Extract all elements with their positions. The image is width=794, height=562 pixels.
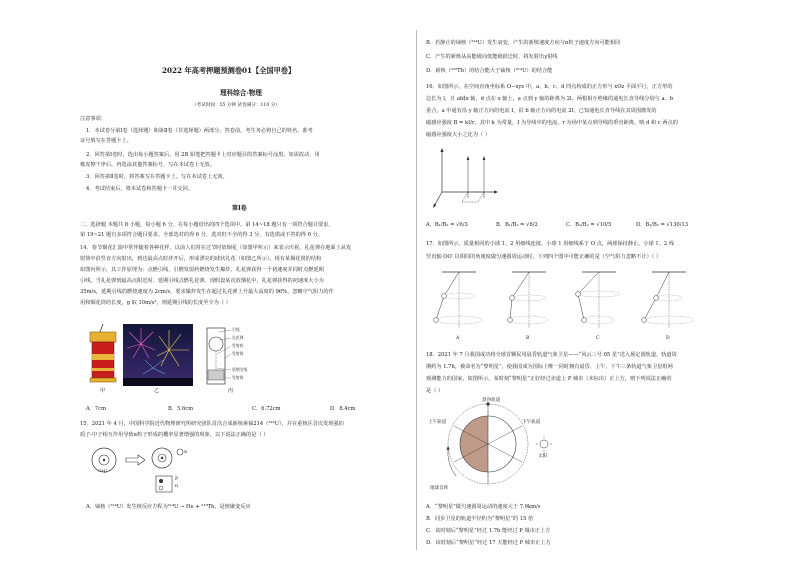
q17-figure-d [642,272,694,328]
q16-option-b: B．B₁/B₂ = √6/2 [496,222,538,228]
q14-option-d: D．8.4cm [330,406,356,412]
q18-option-c: C．该时刻后“黎明星”经过 1.7h 能经过 P 城市正上方 [426,528,551,534]
tube-label: 引线 [232,327,240,332]
note-line: 证号填写在答题卡上。 [80,138,132,144]
q14-option-b: B．5.6cm [168,406,194,412]
q17-figure-b [508,272,548,328]
tube-label: 礼花弹 [232,335,244,340]
q17-fig-label-a: A [456,336,460,341]
q15-fig-alpha: α [184,450,188,455]
q14-option-a: A．7cm [86,406,107,412]
q15-option-c: C．产生的新核从高能级向低能级跃迁时，将发射出γ射线 [426,54,558,60]
q17-figure-a [434,272,482,328]
q18-option-d: D．该时刻后“黎明星”经过 17 天能经过 P 城市正上方 [426,540,551,546]
q16-option-a: A．B₁/B₂ = √6/3 [426,222,468,228]
q16-option-c: C．B₁/B₂ = √10/5 [566,222,612,228]
q15-fig-n: n [175,484,178,489]
q18-option-b: B．同步卫星的轨道半径约为“黎明星”的 15 倍 [426,516,534,522]
fig-label-yi: 乙 [154,388,160,394]
orbit-label-dawn: 晨昏轨道 [482,398,501,403]
fig-label-jia: 甲 [100,388,106,394]
q17-fig-label-c: C [596,336,600,341]
note-line: 2．回答第Ⅰ卷时，选出每小题答案后，用 2B 铅笔把答题卡上对应题目的答案标号涂黑。如需改动，用 [86,152,320,158]
q14-text: 用和烟花筒的长度，g 取 10m/s²，则延期引线的长度至少为（ ） [80,300,231,306]
q18-text: 18．2021 年 7 月我国成功将全球首颗民用晨昏轨道气象卫星——“风云三号 05 星”送入预定圆轨道，轨道周 [426,352,677,358]
tube-label: 发射药 [232,343,244,348]
q16-option-d: D．B₁/B₂ = √130/13 [636,222,689,228]
q18-option-a: A．“黎明星”做匀速圆周运动的速度大于 7.9km/s [426,504,541,510]
exam-meta: （考试时间：55 分钟 试卷满分：110 分） [192,103,280,108]
launcher-tube-diagram [205,324,255,386]
q14-text: 14．春节烟花汇演中常伴随着各种花样。以前人们常在过节时放烟花（如图甲所示）来表示庆祝，礼花弹在地面上从发 [80,245,352,251]
firecracker-figure [86,324,122,386]
orbit-diagram [440,396,560,492]
section-intro: 二、选择题 本题共 8 小题，每小题 6 分。在每小题给出的四个选项中，第 14~18 题只有一项符合题目要求， [80,222,334,228]
rotating-balls-figures [430,268,720,334]
q17-fig-label-b: B [526,336,530,341]
note-line: 4．考试结束后，将本试卷和答题卡一并交回。 [86,186,194,192]
q14-text: 如图丙所示，其工作原理为：点燃引线，引燃发射药燃烧发生爆炸，礼花弹获得一个初速度并同时点燃延期 [80,267,324,273]
q15-fig-u: ²¹⁴U [98,470,108,475]
q15-text: 15．2021 年 4 月，中国科学院近代物理研究所研究团队首次合成新核素铀214（²¹⁴U），并在重核区首次发现强的 [80,421,344,427]
q15-option-a: A．铀核（²¹⁴U）发生核反应方程为²¹⁴U → He + ²¹⁰Th，是核聚变反应 [86,504,251,510]
q15-option-b: B．若静止的铀核（²¹⁴U）发生衰变，产生的新核速度方向与α粒子速度方向可能相同 [426,40,621,46]
q17-text: 竖直轴 OO′ 以相同的角速度做匀速圆周运动时，下列四个图中可能正确的是（空气阻力忽略不计）（ ） [426,254,662,260]
fireworks-photo [123,324,193,386]
section-intro: 第 19~21 题有多项符合题目要求。全部选对的得 6 分，选对但不全的得 3 分，有选错或不答的得 0 分。 [80,232,323,238]
column-divider [416,30,417,550]
tube-label: 发射筒 [232,351,244,356]
notes-heading: 注意事项： [80,116,106,122]
coordinate-axes-figure [432,148,500,212]
q15-fig-p: P [175,477,179,482]
q15-text: 质子-中子相互作用导致α粒子形成的概率显著增强的现象。以下说法正确的是（ ） [80,432,269,438]
q17-figure-c [576,272,620,328]
orbit-label-sun: 太阳 [538,454,548,459]
q18-text: 观测能力的国家，如图所示。某时刻“黎明星”正好经过赤道上 P 城市（未标出）正上方，则下列说法正确的 [426,376,672,382]
q14-option-c: C．6.72cm [252,406,281,412]
q18-text: 是（ ） [426,388,444,394]
section-title: 第Ⅰ卷 [232,205,247,212]
q16-text: 磁感应强度大小之比为（ ） [426,132,490,138]
q17-text: 17．如图所示，质量相同的小球 1、2 用细线连接，小球 1 用细线系于 O 点，两球保持静止。小球 1、2 线 [426,241,675,247]
fig-label-bing: 丙 [228,388,234,394]
orbit-label-rotation: 地球自转 [430,486,449,491]
orbit-label-afternoon: 下午轨道 [522,420,541,425]
q14-text: 35m/s，延期引线的燃烧速度为 2cm/s，要求爆炸发生在超过礼花弹上升最大高度的 96%。忽略空气阻力的作 [80,289,334,295]
note-line: 3．回答第Ⅱ卷时，将答案写在答题卡上。写在本试卷上无效。 [86,174,228,180]
q14-text: 引线，当礼花弹到最高点附近时，延期引线点燃礼花弹。现假设某次放烟花中，礼花弹获得的初速度大小为 [80,278,324,284]
tube-label: 发射筒 [232,375,244,380]
exam-title: 2022 年高考押题预测卷01【全国甲卷】 [162,66,296,75]
q16-text: 磁感应强度 B = kI/r，其中 k 为常量，I 为导线中的电流，r 为场中某点到导线的垂直距离。则 d 和 c 两点的 [426,120,678,126]
subject-title: 理科综合·物理 [220,89,262,97]
q16-text: 边长为 l，且 ab∥x 轴，d 点在 x 轴上，a 点到 y 轴的距离为 2l。两根相互绝缘的通电长直导线分别与 a、b [426,96,674,102]
note-line: 1．本试卷分第Ⅰ卷（选择题）和第Ⅱ卷（非选择题）两部分。答卷前，考生务必将自己的姓名、准考 [86,128,313,134]
orbit-label-morning: 上午轨道 [428,420,447,425]
note-line: 橡皮擦干净后，再选涂其他答案标号。写在本试卷上无效。 [80,162,215,168]
q16-text: 16．如图所示，在空间直角坐标系 O−xyz 中，a、b、c、d 四点构成的正方形与 xOz 平面平行，正方形的 [426,84,673,90]
q17-fig-label-d: D [666,336,670,341]
tube-label: 延期引线 [232,367,248,372]
q15-option-d: D．新核（²¹⁰Th）的结合能大于铀核（²¹⁴U）的结合能 [426,68,553,74]
q16-text: 重合，a 中通有沿 y 轴正方向的电流 I，沿 b 轴正方向的电流 2I，已知通电长直导线在其周围激发的 [426,108,657,114]
q18-text: 期约为 1.7h，被命名为“黎明星”，使我国成为国际上唯一同时拥有晨昏、上午、下午三条轨道气象卫星组网 [426,364,673,370]
q14-text: 射筒中沿竖直方向射出，到达最高点时炸开后，形成漂亮的球状礼花（如图乙所示）。现有某烟花筒的结构 [80,256,322,262]
